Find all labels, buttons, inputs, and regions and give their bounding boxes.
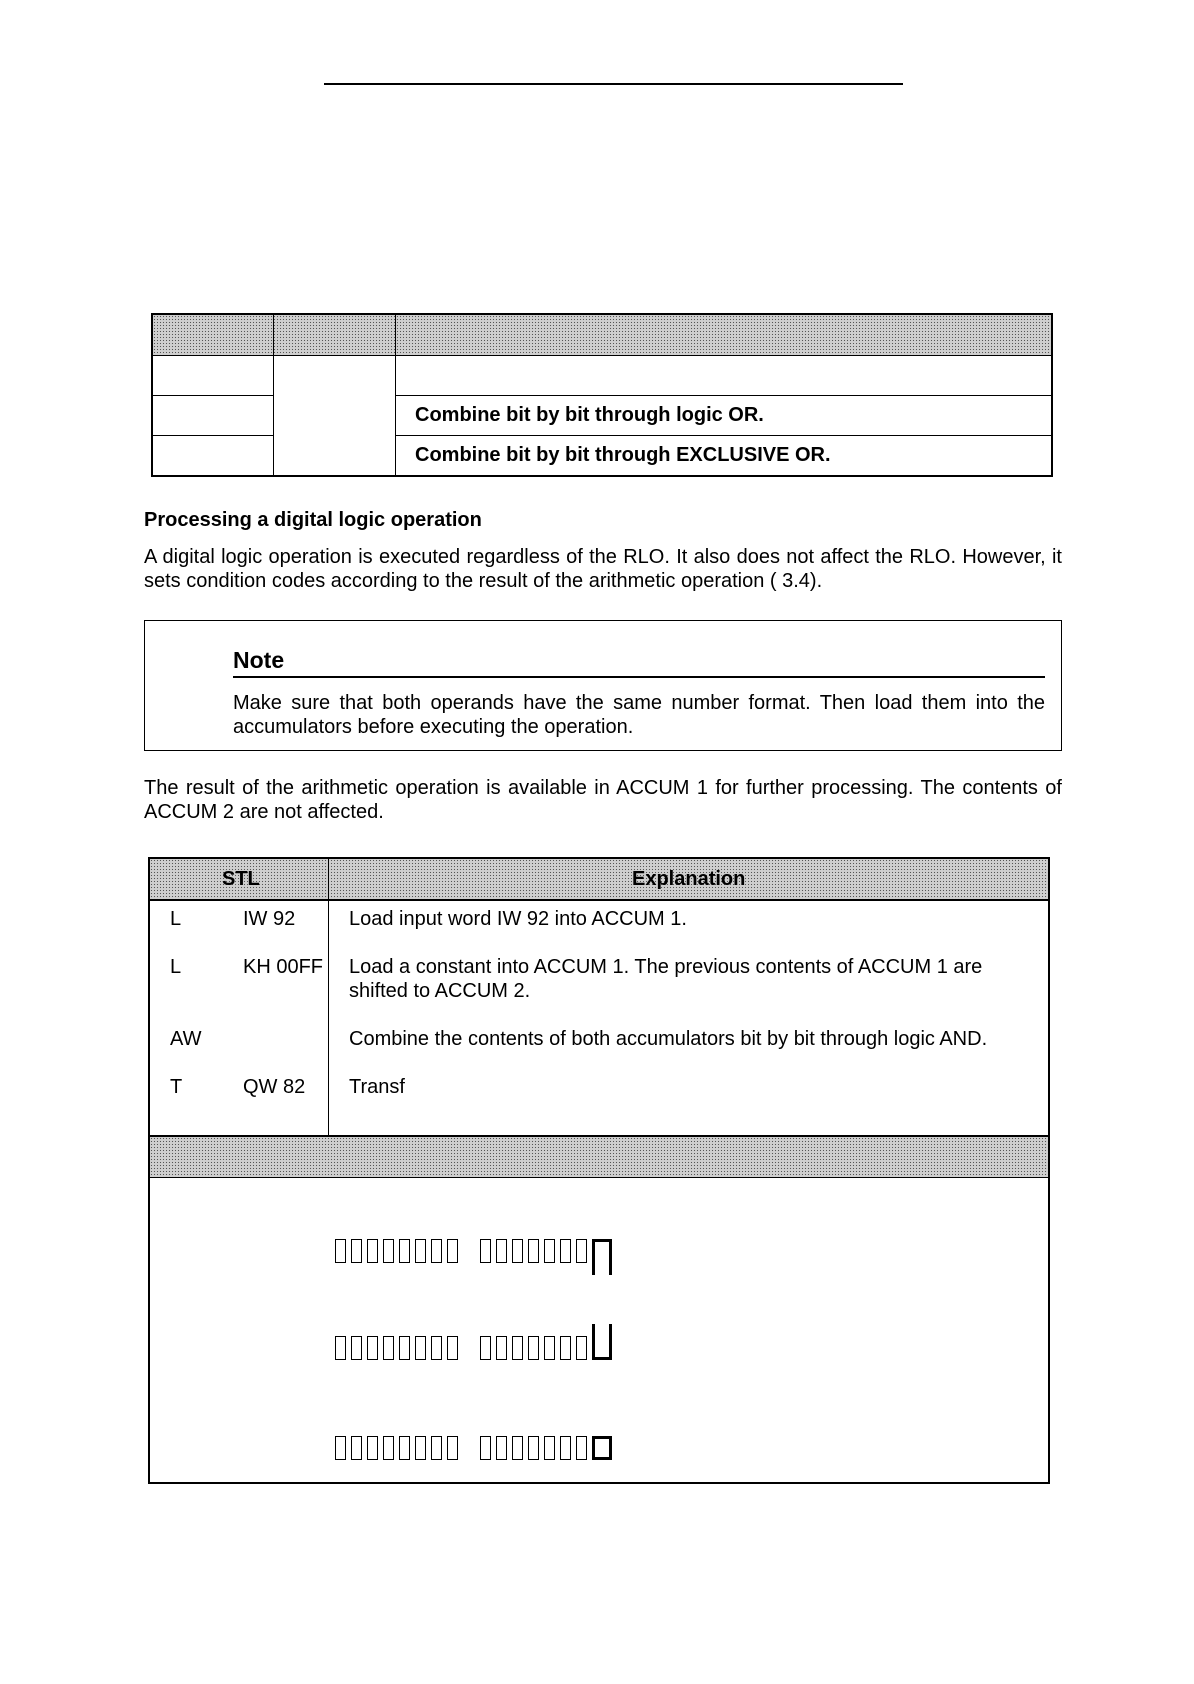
bit-cell: [576, 1239, 587, 1263]
section-body: A digital logic operation is executed regardless of the RLO. It also does not affect the RLO. However, it sets condition codes according to the result of the arithmetic operation ( 3.4).: [144, 546, 1062, 592]
stl-op: T: [170, 1076, 183, 1098]
operation-table: [151, 313, 1053, 477]
stl-op: L: [170, 956, 182, 978]
stl-operand: KH 00FF: [243, 956, 324, 978]
note-text: Make sure that both operands have the same number format. Then load them into the accumulators before executing the operation.: [233, 692, 1045, 738]
bit-cell: [415, 1436, 426, 1460]
stl-explanation: Load a constant into ACCUM 1. The previous contents of ACCUM 1 are shifted to ACCUM 2.: [349, 956, 983, 1002]
bit-cell: [383, 1436, 394, 1460]
stl-operand: QW 82: [243, 1076, 306, 1098]
bit-cell: [447, 1239, 458, 1263]
bit-cell: [383, 1336, 394, 1360]
bit-cell: [431, 1336, 442, 1360]
row-divider: [153, 435, 273, 436]
stl-explanation: Transf: [349, 1076, 405, 1098]
result-bit-marker: [592, 1324, 612, 1360]
operation-description: Combine bit by bit through EXCLUSIVE OR.: [415, 444, 831, 466]
note-box: [144, 620, 1062, 751]
result-bit-marker: [592, 1436, 612, 1460]
bit-cell: [560, 1436, 571, 1460]
bit-cell: [544, 1436, 555, 1460]
bit-cell: [383, 1239, 394, 1263]
bit-cell: [367, 1336, 378, 1360]
bit-cell: [512, 1239, 523, 1263]
bit-cell: [399, 1336, 410, 1360]
bit-cell: [560, 1336, 571, 1360]
operation-table-header: [153, 315, 1051, 356]
stl-op: AW: [170, 1028, 202, 1050]
bit-cell: [528, 1436, 539, 1460]
bit-cell: [496, 1436, 507, 1460]
stl-example-table: [148, 857, 1050, 1484]
result-bit-marker: [592, 1239, 612, 1275]
bit-cell: [351, 1239, 362, 1263]
bit-cell: [496, 1336, 507, 1360]
bit-cell: [431, 1436, 442, 1460]
header-explanation: Explanation: [632, 868, 746, 890]
bit-cell: [447, 1436, 458, 1460]
bit-cell: [367, 1239, 378, 1263]
bit-cell: [367, 1436, 378, 1460]
bit-cell: [415, 1336, 426, 1360]
bit-cell: [512, 1436, 523, 1460]
bit-cell: [415, 1239, 426, 1263]
header-stl: STL: [222, 868, 260, 890]
bit-cell: [399, 1239, 410, 1263]
bit-cell: [576, 1436, 587, 1460]
bit-cell: [576, 1336, 587, 1360]
stl-table-header: [150, 859, 1048, 901]
stl-operand: IW 92: [243, 908, 296, 930]
stl-op: L: [170, 908, 182, 930]
row-divider: [395, 395, 1051, 396]
bit-cell: [447, 1336, 458, 1360]
column-divider: [273, 315, 274, 475]
bit-cell: [544, 1239, 555, 1263]
column-divider: [328, 859, 329, 1135]
bit-cell: [399, 1436, 410, 1460]
bit-cell: [431, 1239, 442, 1263]
top-rule: [324, 83, 903, 85]
row-divider: [153, 395, 273, 396]
bit-cell: [351, 1436, 362, 1460]
bit-cell: [480, 1336, 491, 1360]
bit-cell: [560, 1239, 571, 1263]
result-paragraph: The result of the arithmetic operation is available in ACCUM 1 for further processing. The contents of ACCUM 2 are not affected.: [144, 777, 1062, 823]
bit-cell: [528, 1336, 539, 1360]
bit-cell: [335, 1336, 346, 1360]
bit-cell: [480, 1239, 491, 1263]
bit-cell: [335, 1436, 346, 1460]
section-heading: Processing a digital logic operation: [144, 509, 482, 531]
stl-explanation: Load input word IW 92 into ACCUM 1.: [349, 908, 687, 930]
row-divider: [395, 435, 1051, 436]
bit-cell: [335, 1239, 346, 1263]
stl-explanation: Combine the contents of both accumulators bit by bit through logic AND.: [349, 1028, 988, 1050]
bit-cell: [480, 1436, 491, 1460]
bit-cell: [544, 1336, 555, 1360]
bit-cell: [528, 1239, 539, 1263]
bit-diagram-header: [150, 1135, 1048, 1178]
operation-description: Combine bit by bit through logic OR.: [415, 404, 764, 426]
note-title: Note: [233, 647, 1045, 678]
bit-cell: [496, 1239, 507, 1263]
bit-cell: [351, 1336, 362, 1360]
bit-cell: [512, 1336, 523, 1360]
